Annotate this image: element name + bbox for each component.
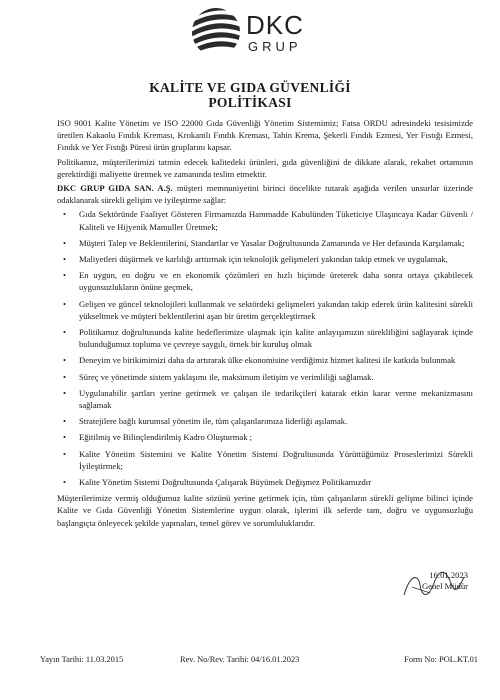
- signature-block: [422, 570, 468, 592]
- policy-list: [57, 208, 473, 488]
- list-item: • Uygulanabilir şartları yerine getirmek ve çalışan ile tedarikçileri katarak etkin karar verme mekanizmasını sağlamak: [63, 387, 473, 411]
- intro-paragraph-1: ISO 9001 Kalite Yönetim ve ISO 22000 Gıda Güvenliği Yönetim Sistemimiz; Fatsa ORDU adresindeki tesisimizde üretilen Kakaolu Fındık Kreması, Krokantlı Fındık Kreması, Tahin Krema, Şekerli Fındık Ezmesi, Yer Fıstığı Ezmesi, Fındık ve Yer Fıstığı Püresi ürün gruplarını kapsar.: [57, 118, 473, 153]
- closing-paragraph: Müşterilerimize vermiş olduğumuz kalite sözünü yerine getirmek için, tüm çalışanların sürekli gelişme bilinci içinde Kalite ve Gıda Güvenliği Yönetim Sistemlerine uygun olarak, işlerini ilk seferde tam, doğru ve uygunsuzluğu başlangıçta önleyecek şekilde yapmaları, temel görev ve sorumluluklarıdır.: [57, 493, 473, 528]
- signature-date: 16.01.2023: [429, 570, 468, 580]
- company-paragraph-text: müşteri memnuniyetini birinci öncelikte tutarak aşağıda verilen unsurlar üzerinde odaklanarak sürekli gelişim ve iyileştirme sağlar:: [57, 183, 473, 206]
- list-item: • Eğitilmiş ve Bilinçlendirilmiş Kadro Oluşturmak ;: [63, 432, 253, 443]
- bullet-icon: •: [63, 209, 67, 220]
- document-title-line2: POLİTİKASI: [208, 95, 292, 110]
- footer-publish-date: Yayın Tarihi: 11.03.2015: [40, 655, 124, 664]
- bullet-icon: •: [63, 387, 67, 398]
- logo-brand-text: DKC: [246, 10, 304, 40]
- company-paragraph: [57, 182, 473, 206]
- list-item: • En uygun, en doğru ve en ekonomik çözümleri en hızlı biçimde üreterek daha sonra ortaya çıkabilecek uygunsuzlukların önüne geçmek,: [63, 270, 473, 293]
- list-item: • Maliyetleri düşürmek ve karlılığı arttırmak için teknolojik gelişmeleri yakından takip etmek ve uygulamak,: [63, 254, 448, 265]
- bullet-icon: •: [63, 237, 67, 248]
- company-logo: [190, 6, 310, 64]
- list-item: • Stratejilere bağlı kurumsal yönetim ile, tüm çalışanlarımıza liderliği aşılamak.: [63, 416, 348, 427]
- bullet-icon: •: [63, 432, 67, 443]
- bullet-icon: •: [63, 371, 67, 382]
- bullet-icon: •: [63, 416, 67, 427]
- footer-form-number: Form No: POL.KT.01: [404, 655, 478, 664]
- bullet-icon: •: [63, 298, 67, 309]
- footer-revision: Rev. No/Rev. Tarihi: 04/16.01.2023: [180, 655, 300, 664]
- list-item: • Süreç ve yönetimde sistem yaklaşımı ile, maksimum iletişim ve verimliliği sağlamak.: [63, 371, 374, 382]
- bullet-icon: •: [63, 477, 67, 488]
- list-item: • Politikamız doğrultusunda kalite hedeflerimize ulaşmak için kalite anlayışımızın sürekliliğini sağlayarak içinde bulunduğumuz topluma ve çevreye saygılı, örnek bir kuruluş olmak: [63, 327, 473, 350]
- list-item: • Kalite Yönetim Sistemini ve Kalite Yönetim Sistemi Doğrultusunda Yürüttüğümüz Proseslerimizi Sürekli İyileştirmek;: [63, 448, 473, 471]
- list-item: • Müşteri Talep ve Beklentilerini, Standartlar ve Yasalar Doğrultusunda Zamanında ve Her defasında Karşılamak;: [63, 237, 465, 248]
- list-item: • Kalite Yönetim Sistemi Doğrultusunda Çalışarak Büyümek Değişmez Politikamızdır: [63, 477, 372, 488]
- bullet-icon: •: [63, 254, 67, 265]
- bullet-icon: •: [63, 448, 67, 459]
- intro-paragraph-2: Politikamız, müşterilerimizi tatmin edecek kalitedeki ürünleri, gıda güvenliğini de dikkate alarak, rekabet ortamının gerektirdiği maliyette üretmek ve zamanında teslim etmektir.: [57, 156, 473, 179]
- list-item: • Gelişen ve güncel teknolojileri kullanmak ve sektördeki gelişmeleri yakından takip ederek ürün kalitesini sürekli yükseltmek ve müşteri beklentilerini aşan bir üretim gerçekleştirmek: [63, 298, 473, 321]
- logo-mark-icon: [190, 6, 242, 58]
- policy-body: [57, 117, 473, 531]
- bullet-icon: •: [63, 327, 67, 338]
- list-item: • Gıda Sektöründe Faaliyet Gösteren Firmamızda Hammadde Kabulünden Tüketiciye Ulaşıncaya Kadar Güvenli / Kaliteli ve Hijyenik Mamuller Üretmek;: [63, 209, 473, 232]
- signature-role: Genel Müdür: [421, 581, 468, 591]
- bullet-icon: •: [63, 270, 67, 281]
- list-item: • Deneyim ve birikimimizi daha da artırarak ülke ekonomisine verdiğimiz hizmet kalitesi ile katkıda bulunmak: [63, 355, 456, 366]
- bullet-icon: •: [63, 355, 67, 366]
- logo-sub-text: GRUP: [248, 39, 302, 54]
- document-title: KALİTE VE GIDA GÜVENLİĞİ: [149, 80, 351, 95]
- company-name: DKC GRUP GIDA SAN. A.Ş.: [57, 183, 173, 194]
